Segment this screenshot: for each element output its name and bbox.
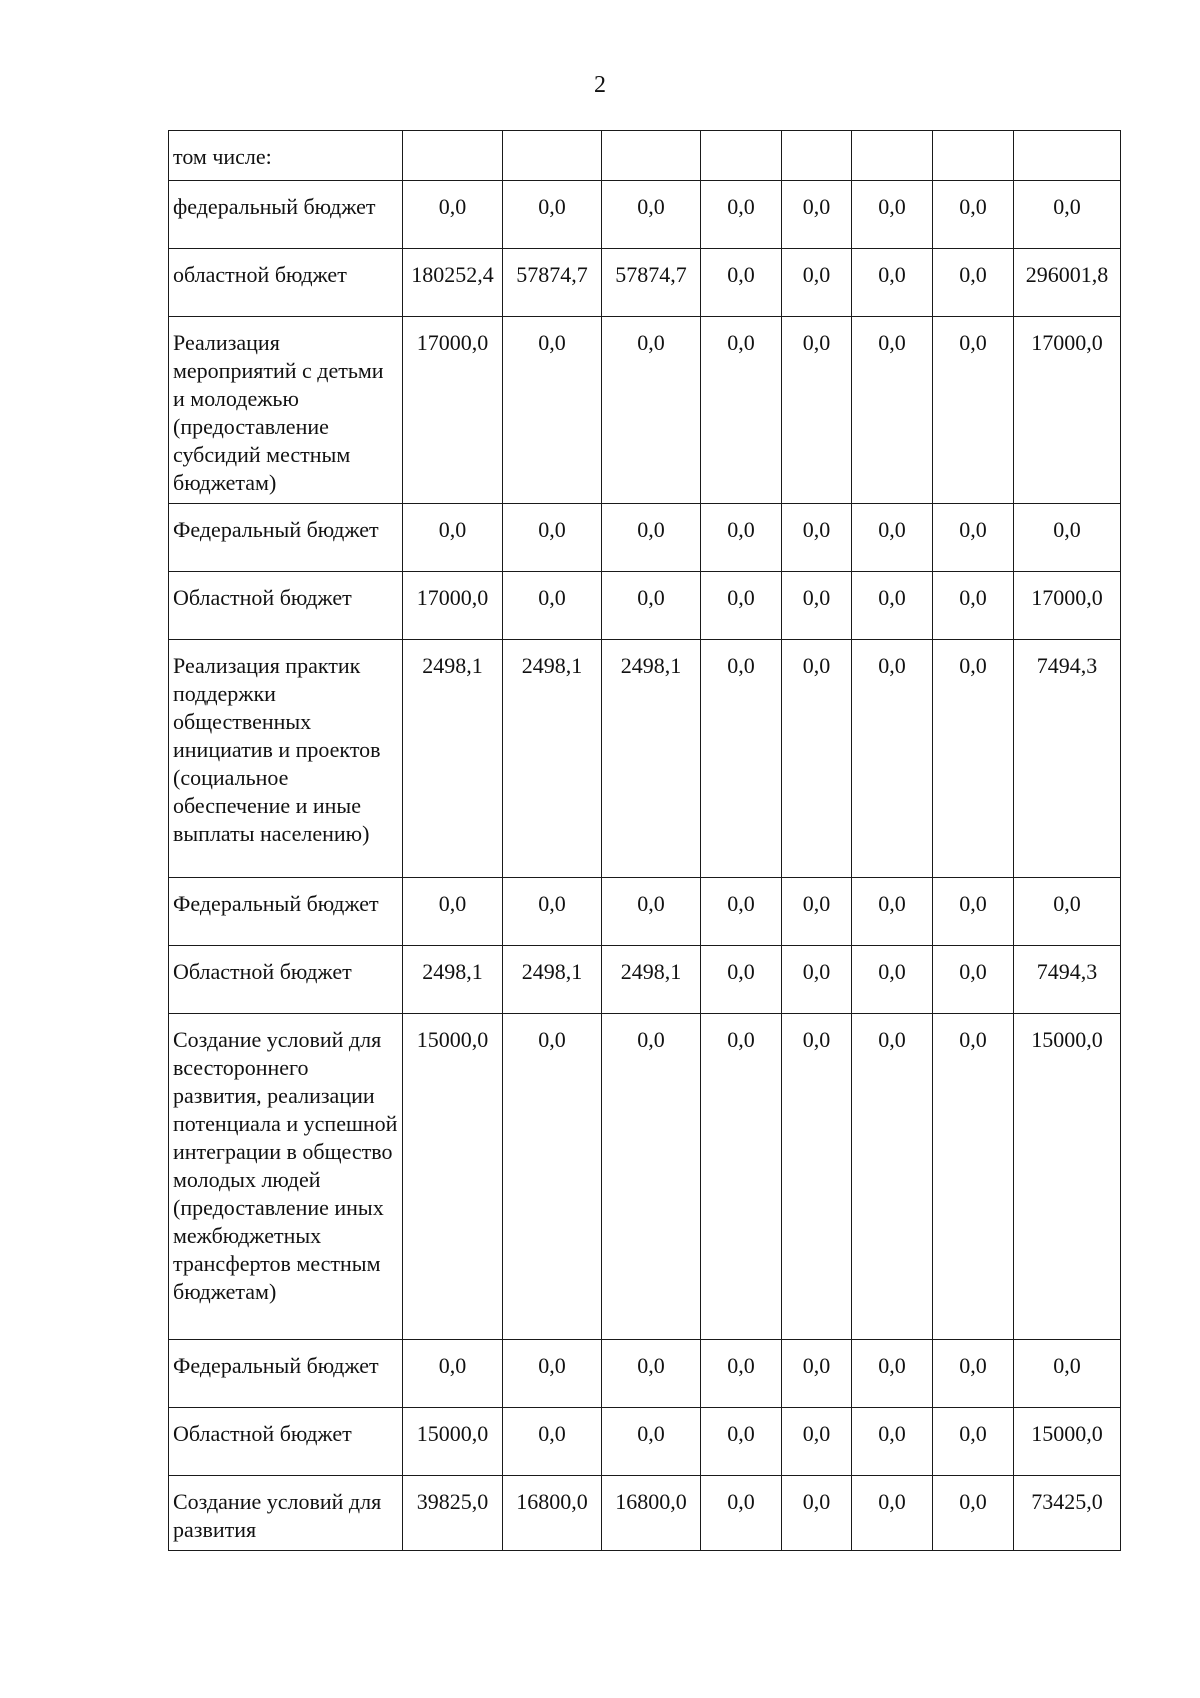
value-cell: 0,0 bbox=[701, 878, 782, 946]
table-row bbox=[169, 317, 1121, 504]
value-cell: 73425,0 bbox=[1014, 1476, 1121, 1551]
row-label: Создание условий для развития bbox=[169, 1476, 403, 1551]
value-cell: 0,0 bbox=[701, 1408, 782, 1476]
value-cell: 2498,1 bbox=[503, 640, 602, 878]
value-cell: 0,0 bbox=[782, 946, 852, 1014]
value-cell: 2498,1 bbox=[403, 946, 503, 1014]
table-row bbox=[169, 504, 1121, 572]
value-cell: 0,0 bbox=[933, 572, 1014, 640]
value-cell bbox=[933, 131, 1014, 181]
value-cell: 0,0 bbox=[1014, 1340, 1121, 1408]
value-cell: 0,0 bbox=[933, 640, 1014, 878]
value-cell: 17000,0 bbox=[1014, 572, 1121, 640]
value-cell: 0,0 bbox=[852, 1340, 933, 1408]
value-cell: 0,0 bbox=[1014, 878, 1121, 946]
value-cell: 0,0 bbox=[701, 1014, 782, 1340]
value-cell: 0,0 bbox=[701, 640, 782, 878]
table-row bbox=[169, 640, 1121, 878]
value-cell: 0,0 bbox=[782, 1014, 852, 1340]
value-cell: 0,0 bbox=[701, 1340, 782, 1408]
value-cell: 57874,7 bbox=[503, 249, 602, 317]
table-row bbox=[169, 572, 1121, 640]
value-cell: 0,0 bbox=[403, 504, 503, 572]
value-cell: 0,0 bbox=[503, 181, 602, 249]
value-cell: 0,0 bbox=[503, 1340, 602, 1408]
value-cell: 0,0 bbox=[933, 504, 1014, 572]
row-label: Областной бюджет bbox=[169, 1408, 403, 1476]
value-cell: 2498,1 bbox=[403, 640, 503, 878]
value-cell: 17000,0 bbox=[403, 317, 503, 504]
value-cell bbox=[602, 131, 701, 181]
value-cell: 180252,4 bbox=[403, 249, 503, 317]
value-cell: 0,0 bbox=[852, 181, 933, 249]
row-label: федеральный бюджет bbox=[169, 181, 403, 249]
value-cell: 0,0 bbox=[852, 640, 933, 878]
value-cell: 0,0 bbox=[782, 572, 852, 640]
value-cell: 0,0 bbox=[503, 572, 602, 640]
value-cell: 15000,0 bbox=[403, 1408, 503, 1476]
value-cell: 16800,0 bbox=[602, 1476, 701, 1551]
value-cell: 0,0 bbox=[852, 504, 933, 572]
value-cell: 0,0 bbox=[701, 946, 782, 1014]
row-label: Реализация мероприятий с детьми и молодежью (предоставление субсидий местным бюджетам) bbox=[169, 317, 403, 504]
value-cell: 0,0 bbox=[782, 640, 852, 878]
value-cell: 0,0 bbox=[933, 1340, 1014, 1408]
value-cell: 0,0 bbox=[1014, 504, 1121, 572]
value-cell: 0,0 bbox=[403, 878, 503, 946]
value-cell: 15000,0 bbox=[403, 1014, 503, 1340]
value-cell: 0,0 bbox=[852, 317, 933, 504]
value-cell: 0,0 bbox=[782, 317, 852, 504]
value-cell: 0,0 bbox=[1014, 181, 1121, 249]
value-cell: 0,0 bbox=[933, 249, 1014, 317]
value-cell: 2498,1 bbox=[602, 946, 701, 1014]
value-cell: 0,0 bbox=[701, 317, 782, 504]
value-cell: 0,0 bbox=[602, 1408, 701, 1476]
row-label: Областной бюджет bbox=[169, 572, 403, 640]
value-cell: 0,0 bbox=[782, 1476, 852, 1551]
value-cell: 17000,0 bbox=[403, 572, 503, 640]
value-cell: 0,0 bbox=[602, 572, 701, 640]
value-cell: 0,0 bbox=[933, 1408, 1014, 1476]
value-cell: 0,0 bbox=[782, 1408, 852, 1476]
page-number: 2 bbox=[594, 72, 606, 98]
value-cell: 39825,0 bbox=[403, 1476, 503, 1551]
row-label: областной бюджет bbox=[169, 249, 403, 317]
value-cell: 2498,1 bbox=[602, 640, 701, 878]
value-cell: 0,0 bbox=[602, 181, 701, 249]
value-cell: 0,0 bbox=[782, 878, 852, 946]
value-cell bbox=[1014, 131, 1121, 181]
value-cell: 0,0 bbox=[852, 1408, 933, 1476]
row-label: Создание условий для всестороннего развития, реализации потенциала и успешной интеграции в общество молодых людей (предоставление иных межбюджетных трансфертов местным бюджетам) bbox=[169, 1014, 403, 1340]
value-cell: 0,0 bbox=[403, 1340, 503, 1408]
value-cell: 15000,0 bbox=[1014, 1014, 1121, 1340]
budget-table bbox=[168, 130, 1121, 1551]
table-row bbox=[169, 249, 1121, 317]
row-label: Реализация практик поддержки общественных инициатив и проектов (социальное обеспечение и иные выплаты населению) bbox=[169, 640, 403, 878]
value-cell: 0,0 bbox=[782, 504, 852, 572]
value-cell: 0,0 bbox=[503, 1408, 602, 1476]
value-cell: 296001,8 bbox=[1014, 249, 1121, 317]
value-cell: 0,0 bbox=[852, 572, 933, 640]
value-cell: 0,0 bbox=[701, 572, 782, 640]
value-cell: 0,0 bbox=[602, 1340, 701, 1408]
value-cell: 0,0 bbox=[503, 317, 602, 504]
row-label: Федеральный бюджет bbox=[169, 1340, 403, 1408]
value-cell bbox=[852, 131, 933, 181]
value-cell: 0,0 bbox=[602, 317, 701, 504]
value-cell: 7494,3 bbox=[1014, 946, 1121, 1014]
value-cell bbox=[701, 131, 782, 181]
value-cell bbox=[782, 131, 852, 181]
value-cell: 0,0 bbox=[782, 181, 852, 249]
value-cell: 0,0 bbox=[602, 1014, 701, 1340]
value-cell: 0,0 bbox=[852, 946, 933, 1014]
value-cell: 0,0 bbox=[933, 317, 1014, 504]
value-cell: 0,0 bbox=[701, 1476, 782, 1551]
value-cell: 2498,1 bbox=[503, 946, 602, 1014]
row-label: Федеральный бюджет bbox=[169, 878, 403, 946]
table-row bbox=[169, 1014, 1121, 1340]
value-cell: 0,0 bbox=[933, 1014, 1014, 1340]
value-cell: 0,0 bbox=[852, 1476, 933, 1551]
value-cell: 15000,0 bbox=[1014, 1408, 1121, 1476]
table-row bbox=[169, 1476, 1121, 1551]
value-cell: 17000,0 bbox=[1014, 317, 1121, 504]
table-row bbox=[169, 1408, 1121, 1476]
value-cell: 0,0 bbox=[782, 1340, 852, 1408]
value-cell: 0,0 bbox=[403, 181, 503, 249]
value-cell: 0,0 bbox=[503, 878, 602, 946]
value-cell: 0,0 bbox=[782, 249, 852, 317]
value-cell: 0,0 bbox=[701, 181, 782, 249]
value-cell: 16800,0 bbox=[503, 1476, 602, 1551]
row-label: Областной бюджет bbox=[169, 946, 403, 1014]
value-cell bbox=[403, 131, 503, 181]
value-cell: 0,0 bbox=[933, 181, 1014, 249]
table-row bbox=[169, 946, 1121, 1014]
row-label: Федеральный бюджет bbox=[169, 504, 403, 572]
value-cell: 0,0 bbox=[503, 1014, 602, 1340]
value-cell: 0,0 bbox=[503, 504, 602, 572]
table-row bbox=[169, 1340, 1121, 1408]
row-label: том числе: bbox=[169, 131, 403, 181]
value-cell: 0,0 bbox=[933, 1476, 1014, 1551]
value-cell: 0,0 bbox=[701, 504, 782, 572]
table-row bbox=[169, 181, 1121, 249]
value-cell: 0,0 bbox=[852, 249, 933, 317]
table-row bbox=[169, 131, 1121, 181]
value-cell: 0,0 bbox=[852, 1014, 933, 1340]
value-cell: 7494,3 bbox=[1014, 640, 1121, 878]
value-cell: 0,0 bbox=[602, 504, 701, 572]
value-cell: 0,0 bbox=[602, 878, 701, 946]
table-row bbox=[169, 878, 1121, 946]
value-cell: 0,0 bbox=[701, 249, 782, 317]
value-cell: 0,0 bbox=[933, 878, 1014, 946]
value-cell bbox=[503, 131, 602, 181]
value-cell: 0,0 bbox=[852, 878, 933, 946]
value-cell: 0,0 bbox=[933, 946, 1014, 1014]
value-cell: 57874,7 bbox=[602, 249, 701, 317]
